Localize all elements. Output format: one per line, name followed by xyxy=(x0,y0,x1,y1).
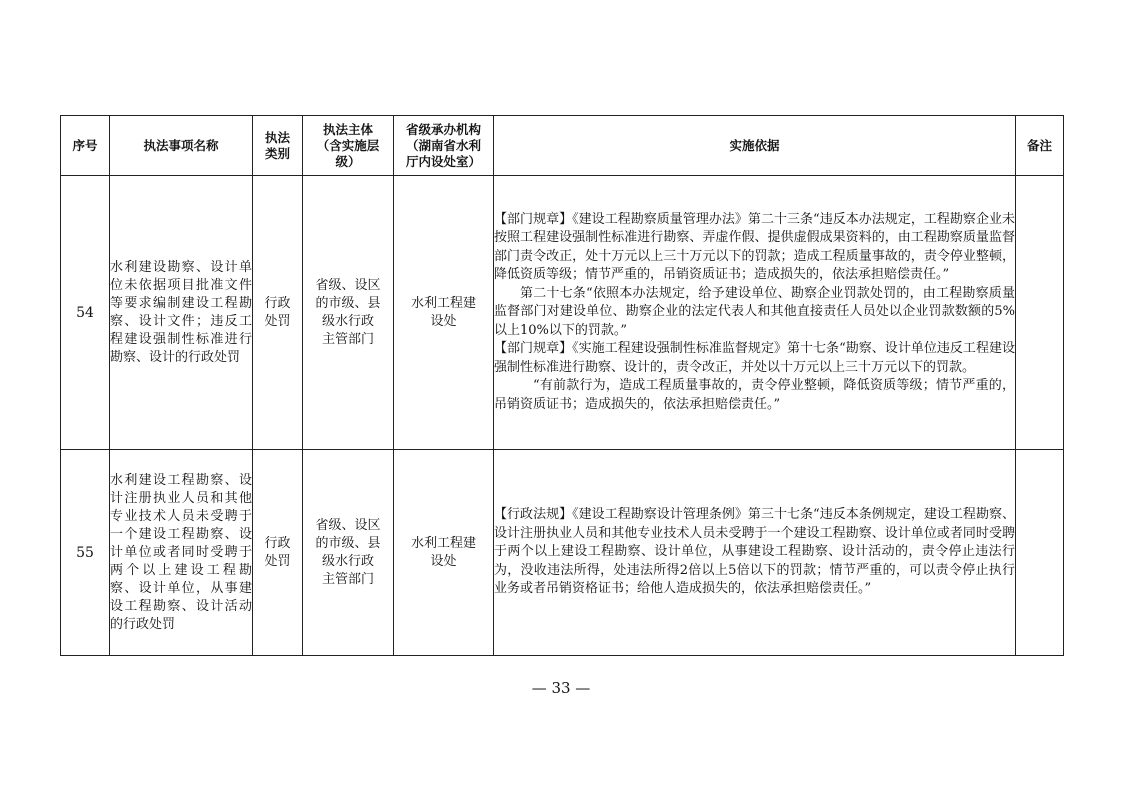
header-category: 执法 类别 xyxy=(253,116,303,176)
header-subject: 执法主体 （含实施层 级） xyxy=(303,116,394,176)
legal-basis xyxy=(494,450,1016,656)
law-enforcement-table xyxy=(60,115,1064,656)
handling-office: 水利工程建 设处 xyxy=(394,450,494,656)
row-number: 55 xyxy=(61,450,110,656)
table-row xyxy=(61,450,1064,656)
basis-paragraph: 【部门规章】《实施工程建设强制性标准监督规定》第十七条“勘察、设计单位违反工程建设强制性标准进行勘察、设计的，责令改正，并处以十万元以上三十万元以下的罚款。 xyxy=(494,341,1015,375)
enforcement-category: 行政 处罚 xyxy=(253,176,303,450)
header-basis: 实施依据 xyxy=(494,116,1016,176)
basis-paragraph: “有前款行为，造成工程质量事故的，责令停业整顿，降低资质等级；情节严重的，吊销资质证书；造成损失的，依法承担赔偿责任。” xyxy=(494,378,1015,412)
row-number: 54 xyxy=(61,176,110,450)
header-remark: 备注 xyxy=(1016,116,1064,176)
header-name: 执法事项名称 xyxy=(110,116,253,176)
remark-cell xyxy=(1016,176,1064,450)
item-name: 水利建设勘察、设计单位未依据项目批准文件等要求编制建设工程勘察、设计文件；违反工程建设强制性标准进行勘察、设计的行政处罚 xyxy=(110,176,253,450)
table-row xyxy=(61,176,1064,450)
basis-paragraph: 第二十七条“依照本办法规定，给予建设单位、勘察企业罚款处罚的，由工程勘察质量监督部门对建设单位、勘察企业的法定代表人和其他直接责任人员处以企业罚款数额的5%以上10%以下的罚款。” xyxy=(494,285,1015,338)
basis-paragraph: 【行政法规】《建设工程勘察设计管理条例》第三十七条“违反本条例规定，建设工程勘察、设计注册执业人员和其他专业技术人员未受聘于一个建设工程勘察、设计单位或者同时受聘于两个以上建设工程勘察、设计单位，从事建设工程勘察、设计活动的，责令停止违法行为，没收违法所得，处违法所得2倍以上5倍以下的罚款；情节严重的，可以责令停止执行业务或者吊销资格证书；给他人造成损失的，依法承担赔偿责任。” xyxy=(494,507,1015,597)
basis-paragraph: 【部门规章】《建设工程勘察质量管理办法》第二十三条“违反本办法规定，工程勘察企业未按照工程建设强制性标准进行勘察、弄虚作假、提供虚假成果资料的，由工程勘察质量监督部门责令改正，处十万元以上三十万元以下的罚款；造成工程质量事故的，责令停业整顿，降低资质等级；情节严重的，吊销资质证书；造成损失的，依法承担赔偿责任。” xyxy=(494,211,1015,283)
enforcement-subject: 省级、设区 的市级、县 级水行政 主管部门 xyxy=(303,450,394,656)
page-number: — 33 — xyxy=(531,679,591,697)
header-row xyxy=(61,116,1064,176)
header-org: 省级承办机构 （湖南省水利 厅内设处室） xyxy=(394,116,494,176)
remark-cell xyxy=(1016,450,1064,656)
handling-office: 水利工程建 设处 xyxy=(394,176,494,450)
enforcement-category: 行政 处罚 xyxy=(253,450,303,656)
header-no: 序号 xyxy=(61,116,110,176)
enforcement-subject: 省级、设区 的市级、县 级水行政 主管部门 xyxy=(303,176,394,450)
item-name: 水利建设工程勘察、设计注册执业人员和其他专业技术人员未受聘于一个建设工程勘察、设计单位或者同时受聘于两个以上建设工程勘察、设计单位，从事建设工程勘察、设计活动的行政处罚 xyxy=(110,450,253,656)
legal-basis xyxy=(494,176,1016,450)
